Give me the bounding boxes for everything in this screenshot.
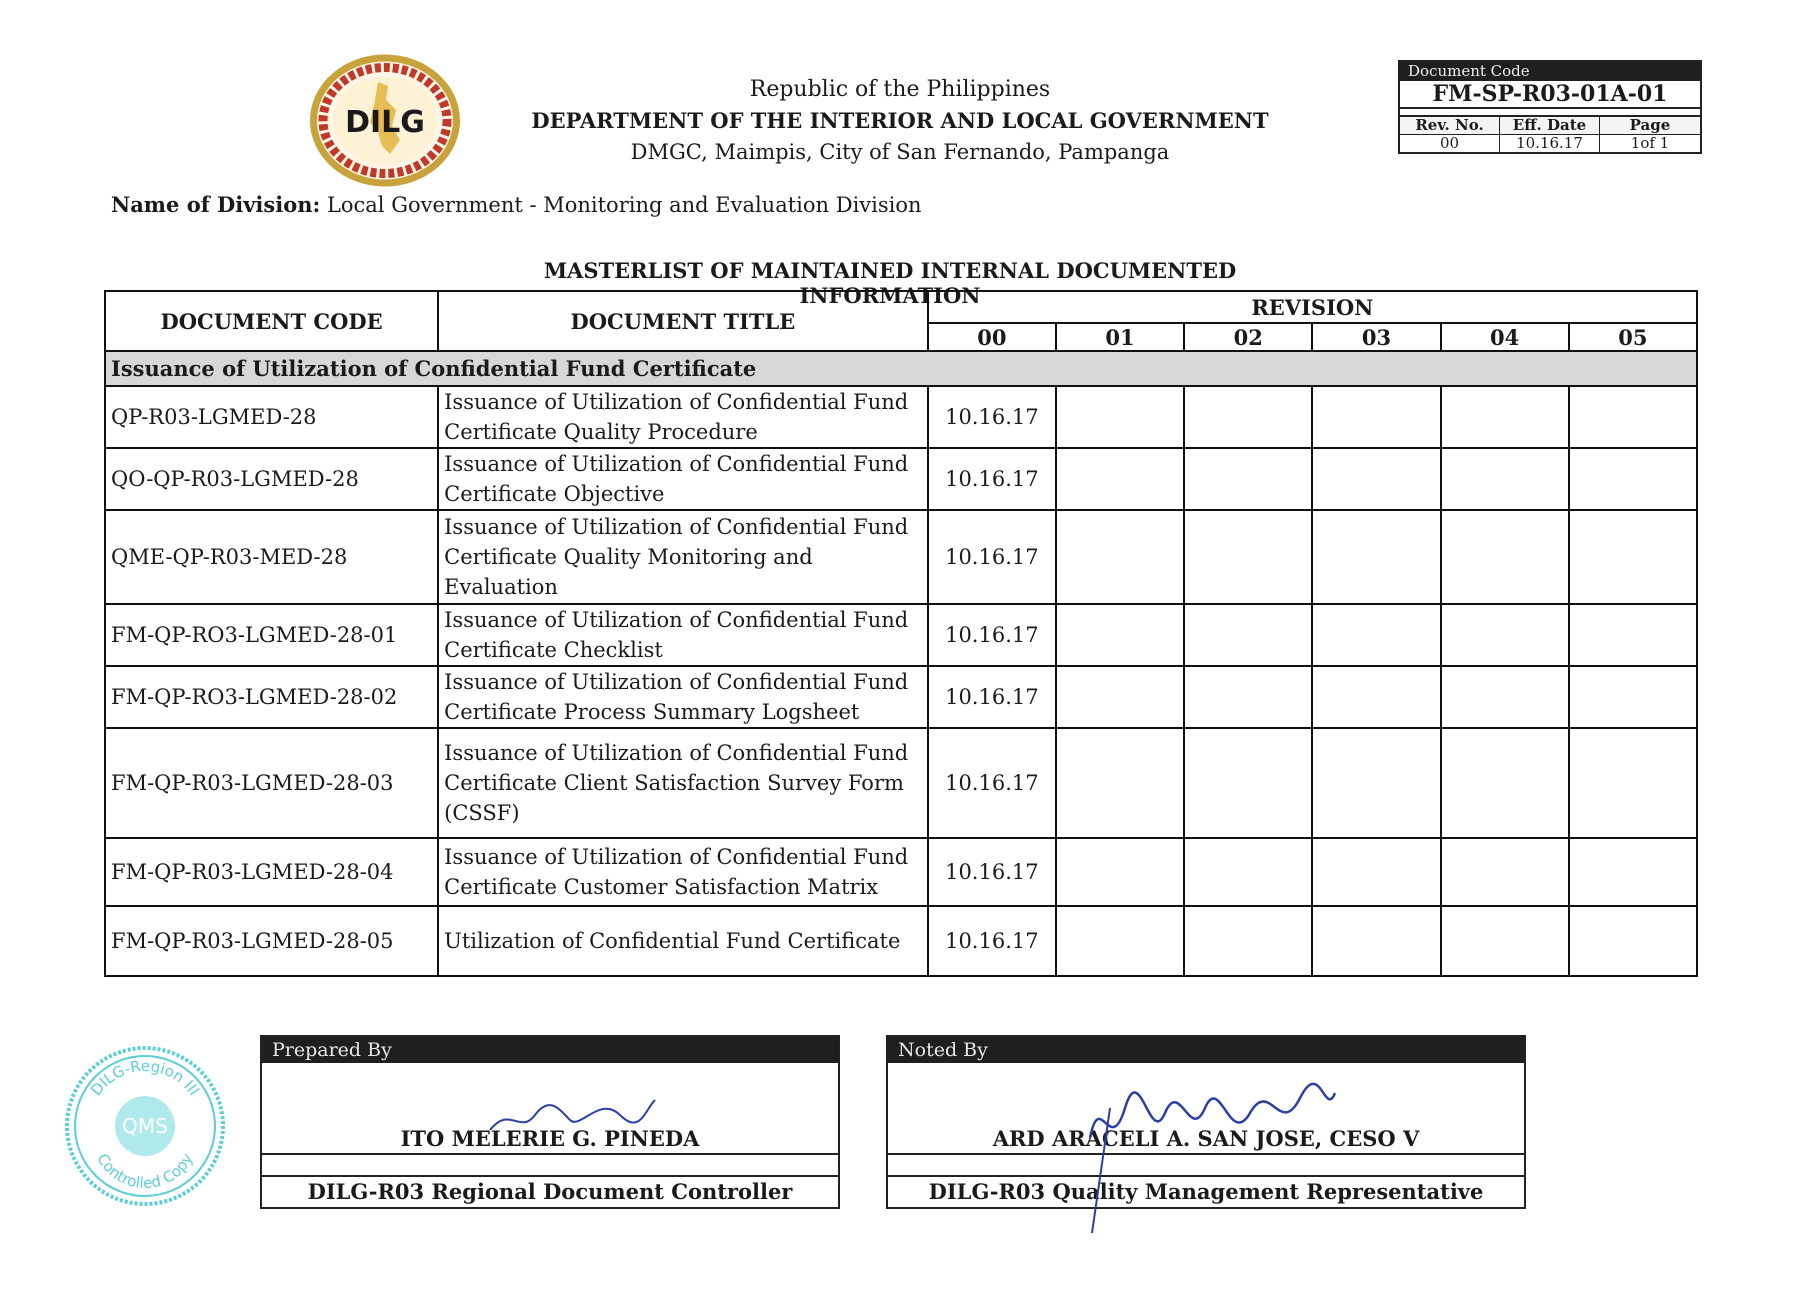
prepared-by-role: DILG-R03 Regional Document Controller [307,1179,793,1204]
division-label: Name of Division: [111,192,321,217]
document-code-value: FM-SP-R03-01A-01 [1400,81,1700,109]
dilg-logo [308,52,462,189]
rev-no-label: Rev. No. [1400,117,1500,135]
prepared-by-name: ITO MELERIE G. PINEDA [400,1126,700,1151]
rev-no-value: 00 [1400,135,1500,152]
document-code-cell: FM-QP-R03-LGMED-28-04 [105,838,438,906]
prepared-by-box [260,1035,840,1209]
noted-by-role: DILG-R03 Quality Management Representative [928,1179,1484,1204]
document-title-cell: Issuance of Utilization of Confidential Fund Certificate Objective [438,448,928,510]
revision-00-cell: 10.16.17 [928,906,1056,976]
stamp-top-text: DILG-Region III [87,1056,204,1100]
stamp-bottom-text: Controlled Copy [93,1150,197,1193]
document-code-cell: FM-QP-R03-LGMED-28-03 [105,728,438,838]
document-code-cell: FM-QP-R03-LGMED-28-05 [105,906,438,976]
revision-00-cell: 10.16.17 [928,386,1056,448]
document-title-cell: Issuance of Utilization of Confidential Fund Certificate Checklist [438,604,928,666]
page-value: 1of 1 [1630,134,1670,152]
document-code-cell: QO-QP-R03-LGMED-28 [105,448,438,510]
document-code-cell: QP-R03-LGMED-28 [105,386,438,448]
revision-00-cell: 10.16.17 [928,604,1056,666]
noted-by-box [886,1035,1526,1209]
table-title: MASTERLIST OF MAINTAINED INTERNAL DOCUMENTED INFORMATION [543,258,1237,308]
prepared-by-label: Prepared By [262,1037,838,1063]
stamp-center-text: QMS [122,1114,168,1138]
revision-00-cell: 10.16.17 [928,510,1056,604]
revision-00-cell: 10.16.17 [928,728,1056,838]
table-row [105,666,1697,728]
agency-header [500,74,1300,168]
department-name: DEPARTMENT OF THE INTERIOR AND LOCAL GOVERNMENT [531,108,1269,133]
table-row [105,906,1697,976]
revision-header-02: 02 [1184,323,1312,351]
document-title-cell: Utilization of Confidential Fund Certificate [438,906,928,976]
revision-header-01: 01 [1056,323,1184,351]
document-title-cell: Issuance of Utilization of Confidential Fund Certificate Customer Satisfaction Matrix [438,838,928,906]
document-code-label: Document Code [1400,62,1700,81]
revision-header-04: 04 [1441,323,1569,351]
revision-00-cell: 10.16.17 [928,838,1056,906]
masterlist-table [104,290,1698,977]
column-header-code: DOCUMENT CODE [105,291,438,351]
document-title-cell: Issuance of Utilization of Confidential Fund Certificate Quality Monitoring and Evaluation [438,510,928,604]
revision-00-cell: 10.16.17 [928,666,1056,728]
document-meta-grid [1400,115,1700,152]
document-title-cell: Issuance of Utilization of Confidential Fund Certificate Client Satisfaction Survey Form (CSSF) [438,728,928,838]
eff-date-label: Eff. Date [1500,117,1600,135]
page-label: Page [1600,117,1700,135]
svg-text:DILG-Region III [87,1057,203,1099]
table-row [105,386,1697,448]
document-title-cell: Issuance of Utilization of Confidential Fund Certificate Quality Procedure [438,386,928,448]
document-code-box [1398,60,1702,154]
table-row [105,728,1697,838]
table-row [105,510,1697,604]
division-line [111,192,922,217]
document-title-cell: Issuance of Utilization of Confidential Fund Certificate Process Summary Logsheet [438,666,928,728]
eff-date-value: 10.16.17 [1500,135,1600,152]
republic-text: Republic of the Philippines [749,77,1051,102]
column-header-title: DOCUMENT TITLE [438,291,928,351]
section-title: Issuance of Utilization of Confidential Fund Certificate [105,351,1697,386]
document-code-cell: FM-QP-RO3-LGMED-28-01 [105,604,438,666]
table-row [105,604,1697,666]
noted-by-label: Noted By [888,1037,1524,1063]
table-row [105,448,1697,510]
section-row [105,351,1697,386]
qms-controlled-copy-stamp [62,1043,228,1209]
column-header-revision: REVISION [928,291,1697,323]
revision-header-00: 00 [928,323,1056,351]
division-value: Local Government - Monitoring and Evaluation Division [326,193,922,217]
address-text: DMGC, Maimpis, City of San Fernando, Pampanga [630,140,1170,164]
table-row [105,838,1697,906]
revision-header-03: 03 [1312,323,1440,351]
document-code-cell: FM-QP-RO3-LGMED-28-02 [105,666,438,728]
document-code-cell: QME-QP-R03-MED-28 [105,510,438,604]
revision-header-05: 05 [1569,323,1697,351]
noted-by-name: ARD ARACELI A. SAN JOSE, CESO V [992,1126,1420,1151]
logo-text: DILG [345,105,425,140]
revision-00-cell: 10.16.17 [928,448,1056,510]
